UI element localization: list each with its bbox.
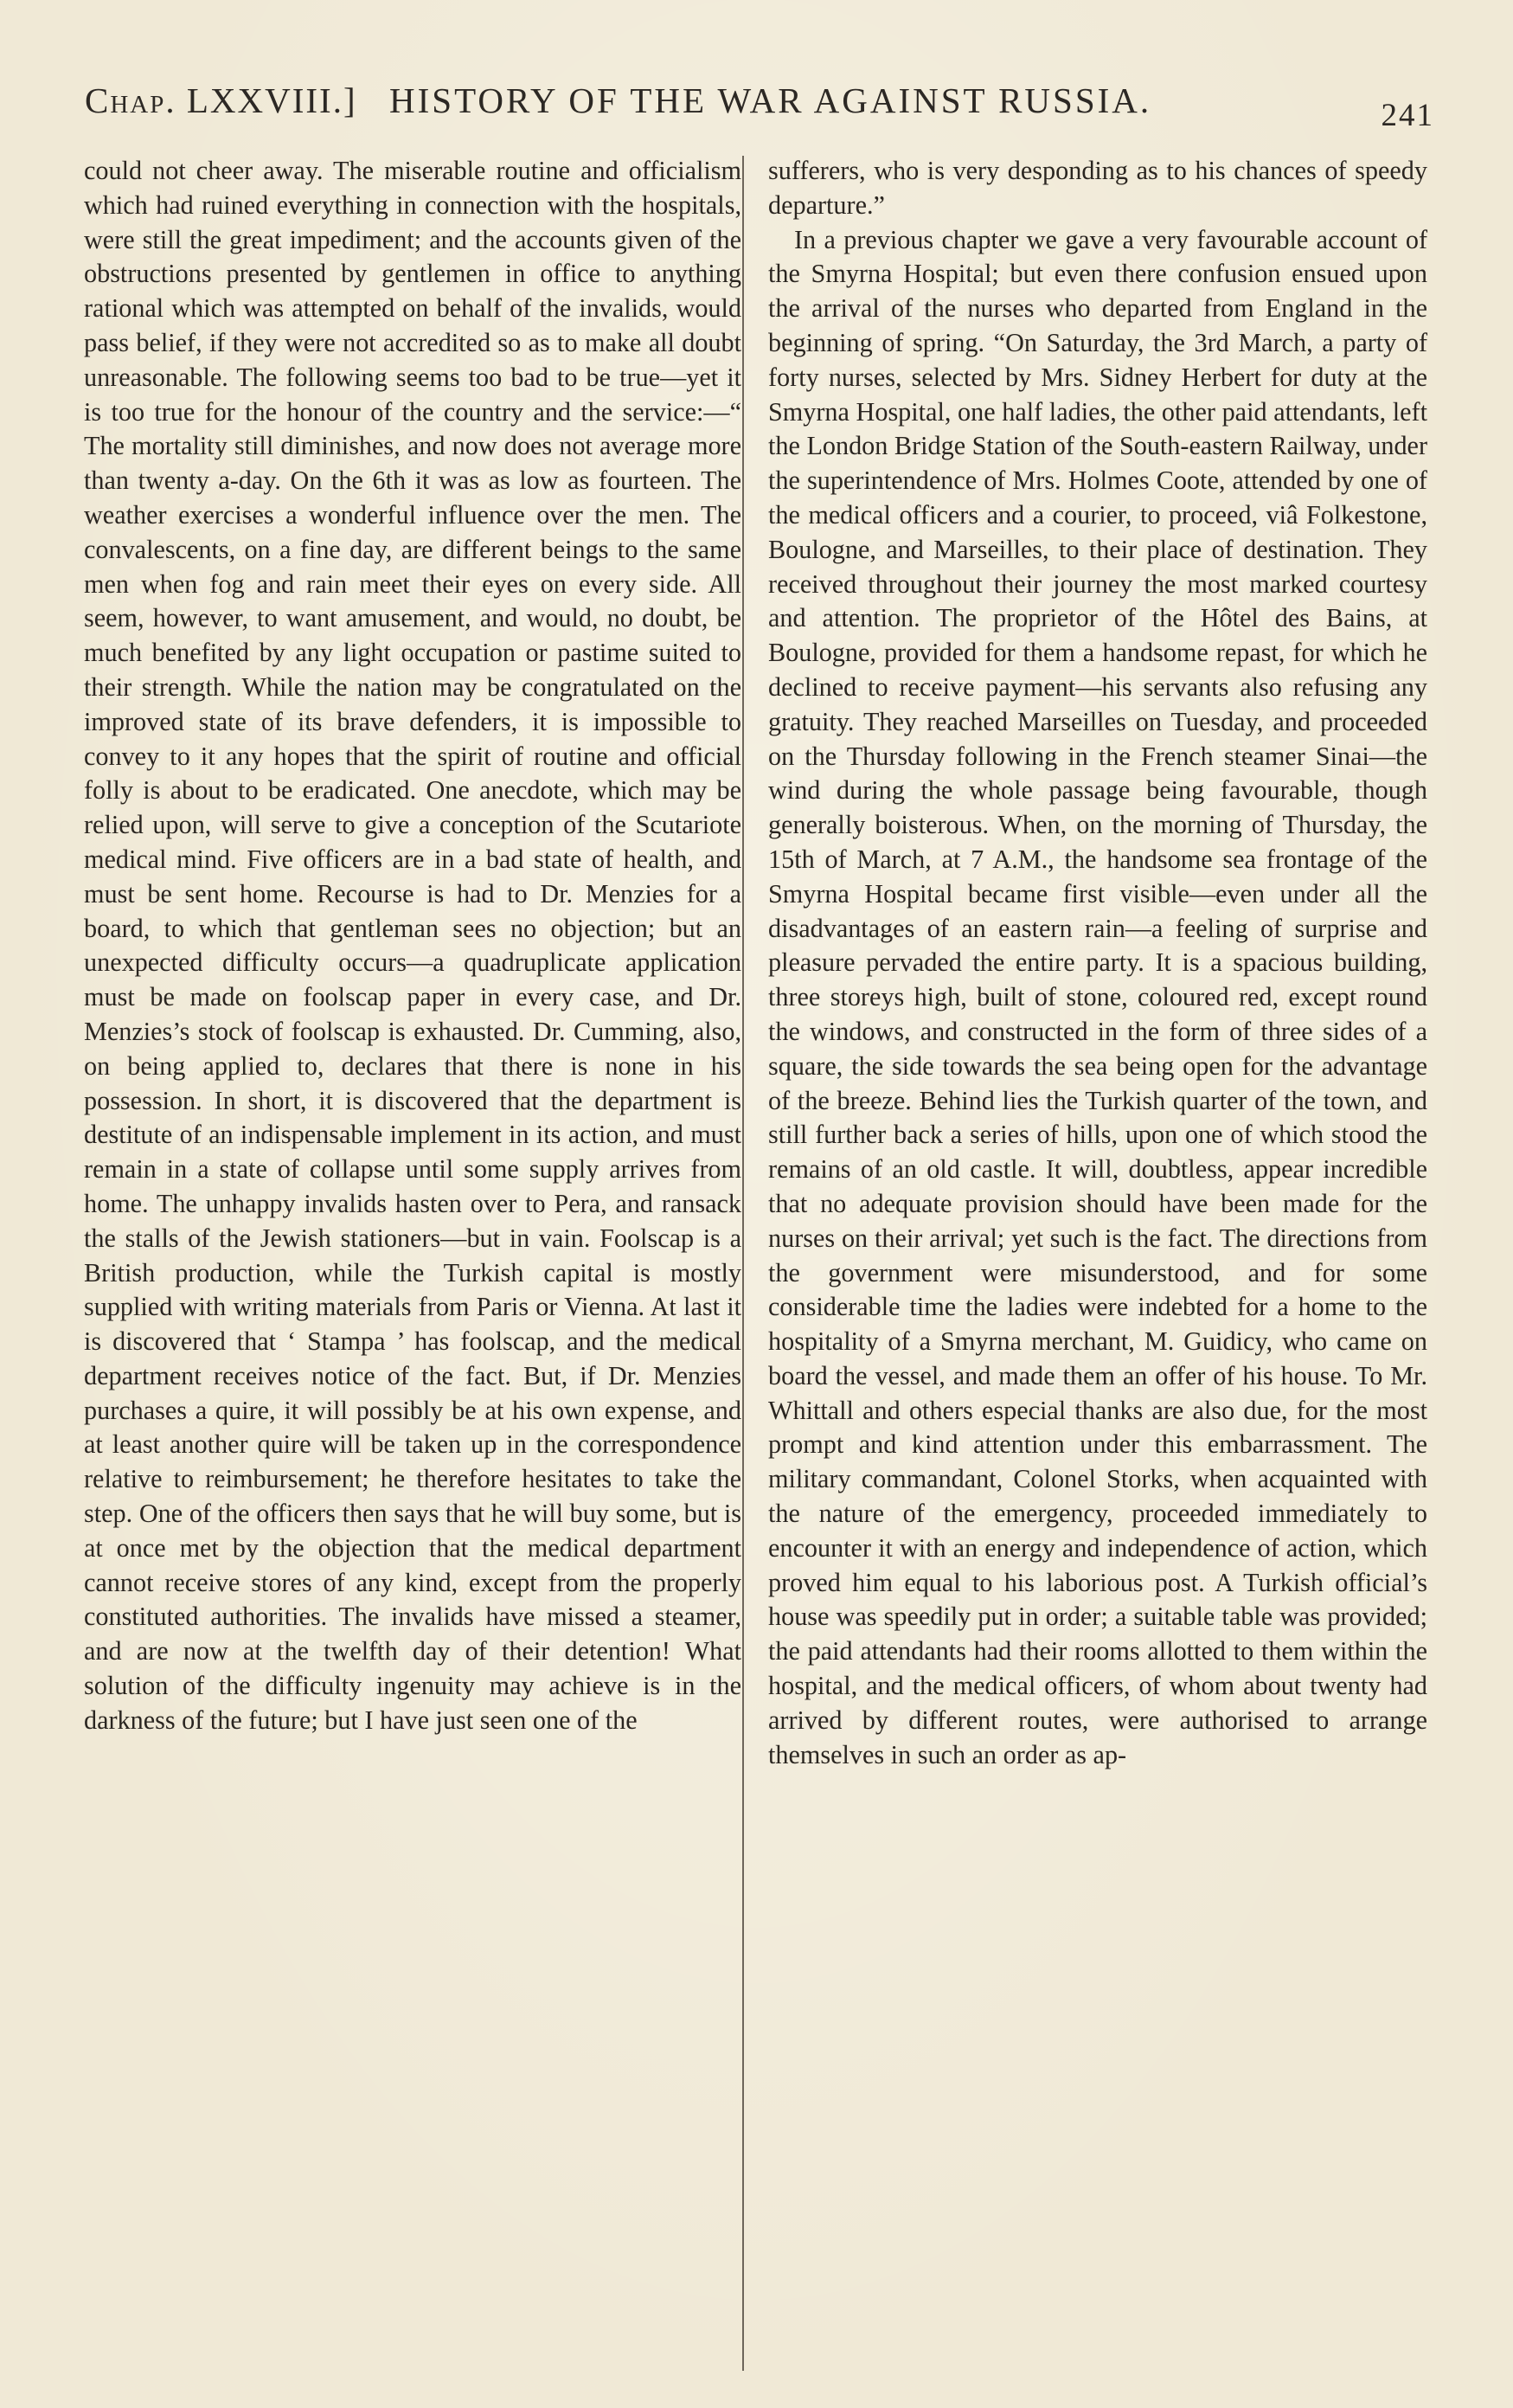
right-paragraph-1: sufferers, who is very desponding as to his chances of speedy departure.” [768,156,1427,220]
right-paragraph-2: In a previous chapter we gave a very favourable account of the Smyrna Hospital; but even there confusion ensued upon the arrival of the nurses who departed from England in the beginning of spring. “On Saturday, the 3rd March, a party of forty nurses, selected by Mrs. Sidney Herbert for duty at the Smyrna Hospital, one half ladies, the other paid attendants, left the London Bridge Station of the South-eastern Railway, under the superintendence of Mrs. Holmes Coote, attended by one of the medical officers and a courier, to proceed, viâ Folkestone, Boulogne, and Marseilles, to their place of destination. They received throughout their journey the most marked courtesy and attention. The proprietor of the Hôtel des Bains, at Boulogne, provided for them a handsome repast, for which he declined to receive payment—his servants also refusing any gratuity. They reached Marseilles on Tuesday, and proceeded on the Thursday following in the French steamer Sinai—the wind during the whole passage being favourable, though generally boisterous. When, on the morning of Thursday, the 15th of March, at 7 A.M., the handsome sea frontage of the Smyrna Hospital became first visible—even under all the disadvantages of an eastern rain—a feeling of surprise and pleasure pervaded the entire party. It is a spacious building, three storeys high, built of stone, coloured red, except round the windows, and constructed in the form of three sides of a square, the side towards the sea being open for the advantage of the breeze. Behind lies the Turkish quarter of the town, and still further back a series of hills, upon one of which stood the remains of an old castle. It will, doubtless, appear incredible that no adequate provision should have been made for the nurses on their arrival; yet such is the fact. The directions from the government were misunderstood, and for some considerable time the ladies were indebted for a home to the hospitality of a Smyrna merchant, M. Guidicy, who came on board the vessel, and made them an offer of his house. To Mr. Whittall and others especial thanks are also due, for the most prompt and kind attention under this embarrassment. The military commandant, Colonel Storks, when acquainted with the nature of the emergency, proceeded immediately to encounter it with an energy and independence of action, which proved him equal to his laborious post. A Turkish official’s house was speedily put in order; a suitable table was provided; the paid attendants had their rooms allotted to them within the hospital, and the medical officers, of whom about twenty had arrived by different routes, were authorised to arrange themselves in such an order as ap- [768,224,1427,1769]
left-text-column [84,154,741,1738]
chapter-reference: Chap. LXXVIII.] [85,80,357,120]
column-rule [742,156,744,2371]
right-text-column [768,154,1427,1772]
running-head [85,80,1434,132]
page-number: 241 [1381,98,1434,133]
running-title: HISTORY OF THE WAR AGAINST RUSSIA. [389,80,1152,120]
left-paragraph-1: could not cheer away. The miserable routine and officialism which had ruined everything in connection with the hospitals, were still the great impediment; and the accounts given of the obstructions presented by gentlemen in office to anything rational which was attempted on behalf of the invalids, would pass belief, if they were not accredited so as to make all doubt unreasonable. The following seems too bad to be true—yet it is too true for the honour of the country and the service:—“ The mortality still diminishes, and now does not average more than twenty a-day. On the 6th it was as low as fourteen. The weather exercises a wonderful influence over the men. The convalescents, on a fine day, are different beings to the same men when fog and rain meet their eyes on every side. All seem, however, to want amusement, and would, no doubt, be much benefited by any light occupation or pastime suited to their strength. While the nation may be congratulated on the improved state of its brave defenders, it is impossible to convey to it any hopes that the spirit of routine and official folly is about to be eradicated. One anecdote, which may be relied upon, will serve to give a conception of the Scutariote medical mind. Five officers are in a bad state of health, and must be sent home. Recourse is had to Dr. Menzies for a board, to which that gentleman sees no objection; but an unexpected difficulty occurs—a quadruplicate application must be made on foolscap paper in every case, and Dr. Menzies’s stock of foolscap is exhausted. Dr. Cumming, also, on being applied to, declares that there is none in his possession. In short, it is discovered that the department is destitute of an indispensable implement in its action, and must remain in a state of collapse until some supply arrives from home. The unhappy invalids hasten over to Pera, and ransack the stalls of the Jewish stationers—but in vain. Foolscap is a British production, while the Turkish capital is mostly supplied with writing materials from Paris or Vienna. At last it is discovered that ‘ Stampa ’ has foolscap, and the medical department receives notice of the fact. But, if Dr. Menzies purchases a quire, it will possibly be at his own expense, and at least another quire will be taken up in the correspondence relative to reimbursement; he therefore hesitates to take the step. One of the officers then says that he will buy some, but is at once met by the objection that the medical department cannot receive stores of any kind, except from the properly constituted authorities. The invalids have missed a steamer, and are now at the twelfth day of their detention! What solution of the difficulty ingenuity may achieve is in the darkness of the future; but I have just seen one of the [84,156,741,1735]
